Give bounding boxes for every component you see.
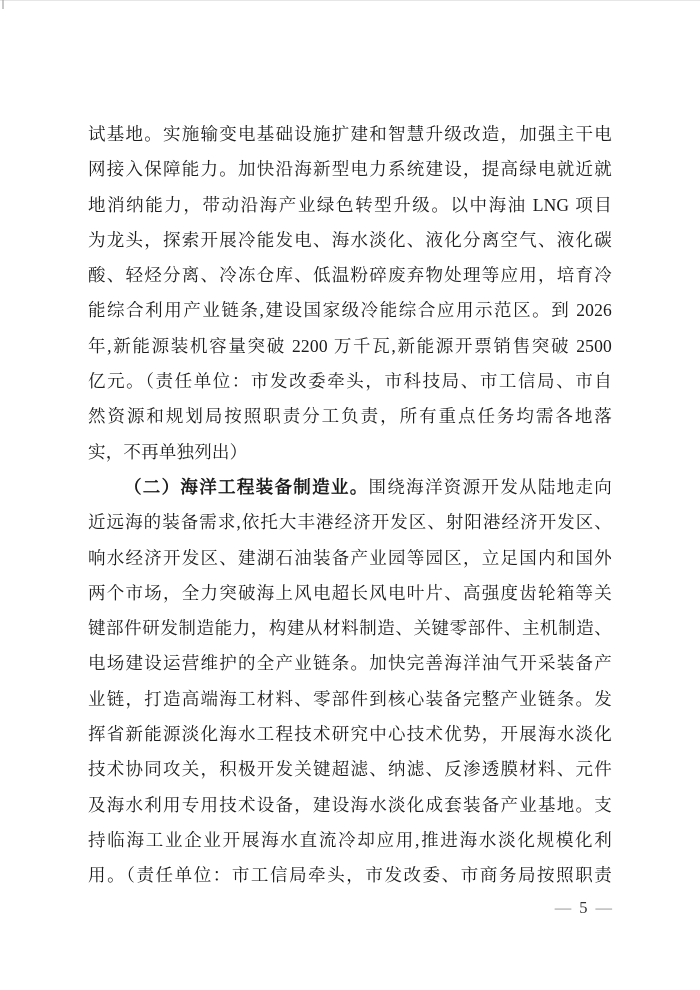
text-line: 响水经济开发区、建湖石油装备产业园等园区，立足国内和国外	[88, 547, 612, 568]
text-line: 技术协同攻关，积极开发关键超滤、纳滤、反渗透膜材料、元件	[88, 759, 612, 780]
footer-dash-right: —	[595, 898, 612, 917]
text-line: 近远海的装备需求,依托大丰港经济开发区、射阳港经济开发区、	[88, 512, 612, 533]
text-line-section-heading	[88, 470, 612, 505]
text-line: 及海水利用专用技术设备，建设海水淡化成套装备产业基地。支	[88, 794, 612, 815]
text-line: 然资源和规划局按照职责分工负责，所有重点任务均需各地落	[88, 406, 612, 427]
body-text	[88, 117, 612, 894]
text-line: 试基地。实施输变电基础设施扩建和智慧升级改造，加强主干电	[88, 124, 612, 144]
text-line: 年,新能源装机容量突破 2200 万千瓦,新能源开票销售突破 2500	[88, 335, 612, 356]
text-line: 酸、轻烃分离、冷冻仓库、低温粉碎废弃物处理等应用，培育冷	[88, 265, 612, 286]
footer-dash-left: —	[554, 898, 572, 917]
text-line: 挥省新能源淡化海水工程技术研究中心技术优势，开展海水淡化	[88, 724, 612, 745]
scan-artifact-mark	[2, 0, 4, 9]
text-line: 业链，打造高端海工材料、零部件到核心装备完整产业链条。发	[88, 688, 612, 709]
footer-page-number: 5	[579, 898, 588, 917]
text-line: 地消纳能力，带动沿海产业绿色转型升级。以中海油 LNG 项目	[88, 194, 612, 215]
section-heading-bold: （二）海洋工程装备制造业。	[124, 476, 369, 497]
section-first-line-text: 围绕海洋资源开发从陆地走向	[368, 476, 612, 497]
text-line: 能综合利用产业链条,建设国家级冷能综合应用示范区。到 2026	[88, 300, 612, 321]
text-line: 亿元。（责任单位：市发改委牵头，市科技局、市工信局、市自	[88, 371, 612, 392]
text-line: 用。（责任单位：市工信局牵头，市发改委、市商务局按照职责	[88, 865, 612, 886]
page-number	[0, 898, 612, 918]
text-line: 实，不再单独列出）	[88, 441, 248, 462]
text-line: 两个市场，全力突破海上风电超长风电叶片、高强度齿轮箱等关	[88, 582, 612, 603]
scan-artifact-line	[0, 0, 700, 1]
text-line: 持临海工业企业开展海水直流冷却应用,推进海水淡化规模化利	[88, 829, 612, 850]
text-line: 网接入保障能力。加快沿海新型电力系统建设，提高绿电就近就	[88, 159, 612, 180]
text-line: 为龙头，探索开展冷能发电、海水淡化、液化分离空气、液化碳	[88, 229, 612, 250]
text-line: 键部件研发制造能力，构建从材料制造、关键零部件、主机制造、	[88, 618, 612, 639]
text-line: 电场建设运营维护的全产业链条。加快完善海洋油气开采装备产	[88, 653, 612, 674]
